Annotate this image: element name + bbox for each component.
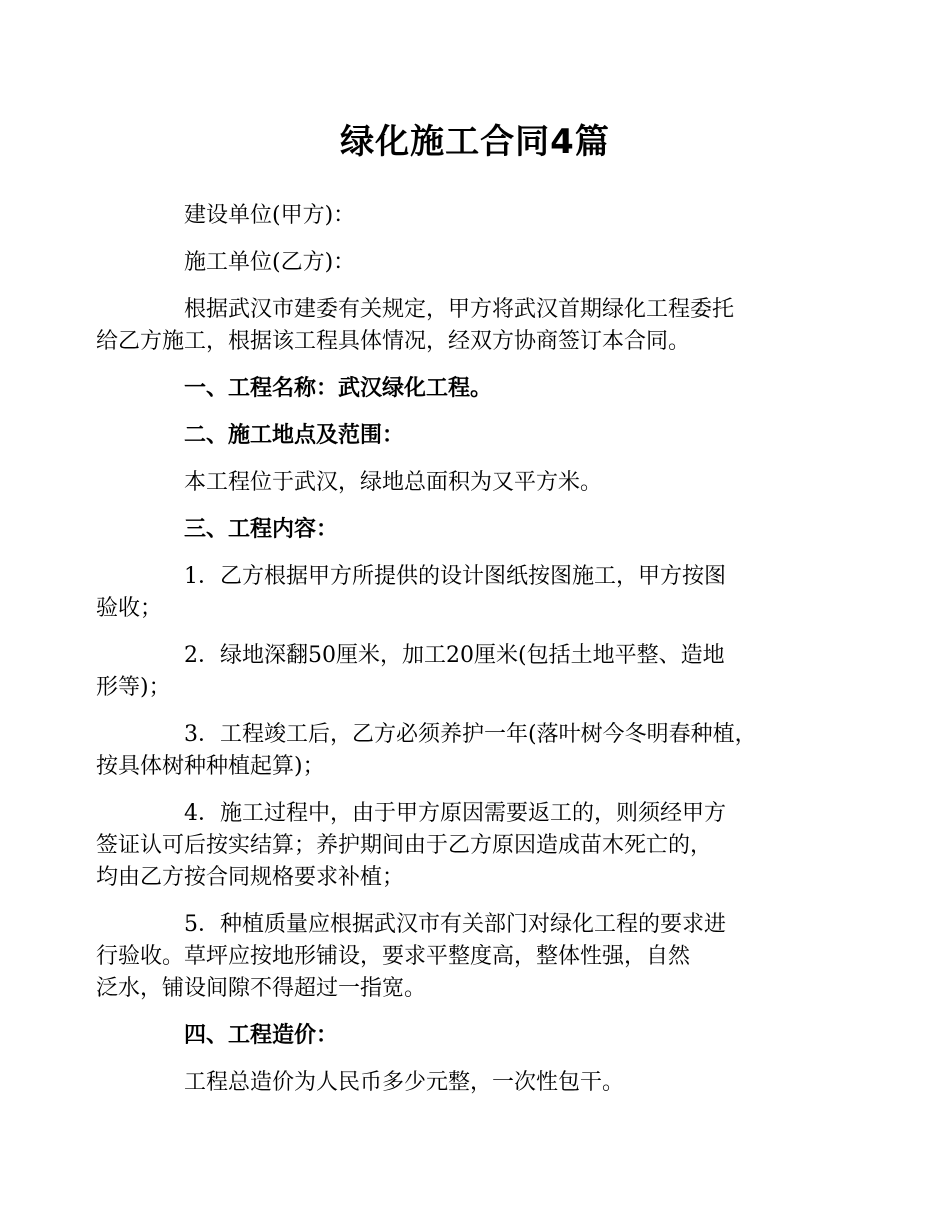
item-line: 4．施工过程中，由于甲方原因需要返工的，则须经甲方	[184, 801, 726, 826]
intro-line: 根据武汉市建委有关规定，甲方将武汉首期绿化工程委托	[184, 297, 735, 322]
item-1	[96, 561, 830, 625]
item-3	[96, 719, 830, 783]
item-line: 签证认可后按实结算；养护期间由于乙方原因造成苗木死亡的，	[96, 833, 713, 858]
section-3-heading: 三、工程内容：	[184, 517, 339, 542]
intro-paragraph	[96, 294, 830, 358]
item-line: 按具体树种种植起算)；	[96, 754, 325, 779]
item-line: 1．乙方根据甲方所提供的设计图纸按图施工，甲方按图	[184, 564, 726, 589]
item-line: 形等)；	[96, 675, 171, 700]
section-2-text: 本工程位于武汉，绿地总面积为又平方米。	[184, 470, 603, 495]
item-line: 泛水，铺设间隙不得超过一指宽。	[96, 976, 427, 1001]
section-2-heading: 二、施工地点及范围：	[184, 423, 405, 448]
party-a-line: 建设单位(甲方)：	[184, 203, 356, 228]
section-4-heading: 四、工程造价：	[184, 1023, 339, 1048]
item-line: 行验收。草坪应按地形铺设，要求平整度高，整体性强，自然	[96, 944, 691, 969]
item-5	[96, 909, 830, 1005]
item-line: 验收；	[96, 596, 163, 621]
document-title: 绿化施工合同4篇	[340, 122, 610, 162]
item-line: 均由乙方按合同规格要求补植；	[96, 865, 405, 890]
document-body	[96, 200, 830, 1114]
party-b-line: 施工单位(乙方)：	[184, 250, 356, 275]
intro-line: 给乙方施工，根据该工程具体情况，经双方协商签订本合同。	[96, 329, 691, 354]
item-line: 5．种植质量应根据武汉市有关部门对绿化工程的要求进	[184, 912, 726, 937]
item-line: 3．工程竣工后，乙方必须养护一年(落叶树今冬明春种植，	[184, 722, 757, 747]
item-line: 2．绿地深翻50厘米，加工20厘米(包括土地平整、造地	[184, 643, 725, 668]
item-2	[96, 640, 830, 704]
section-1-heading: 一、工程名称：武汉绿化工程。	[184, 376, 493, 401]
section-4-text: 工程总造价为人民币多少元整，一次性包干。	[184, 1070, 625, 1095]
item-4	[96, 798, 830, 894]
